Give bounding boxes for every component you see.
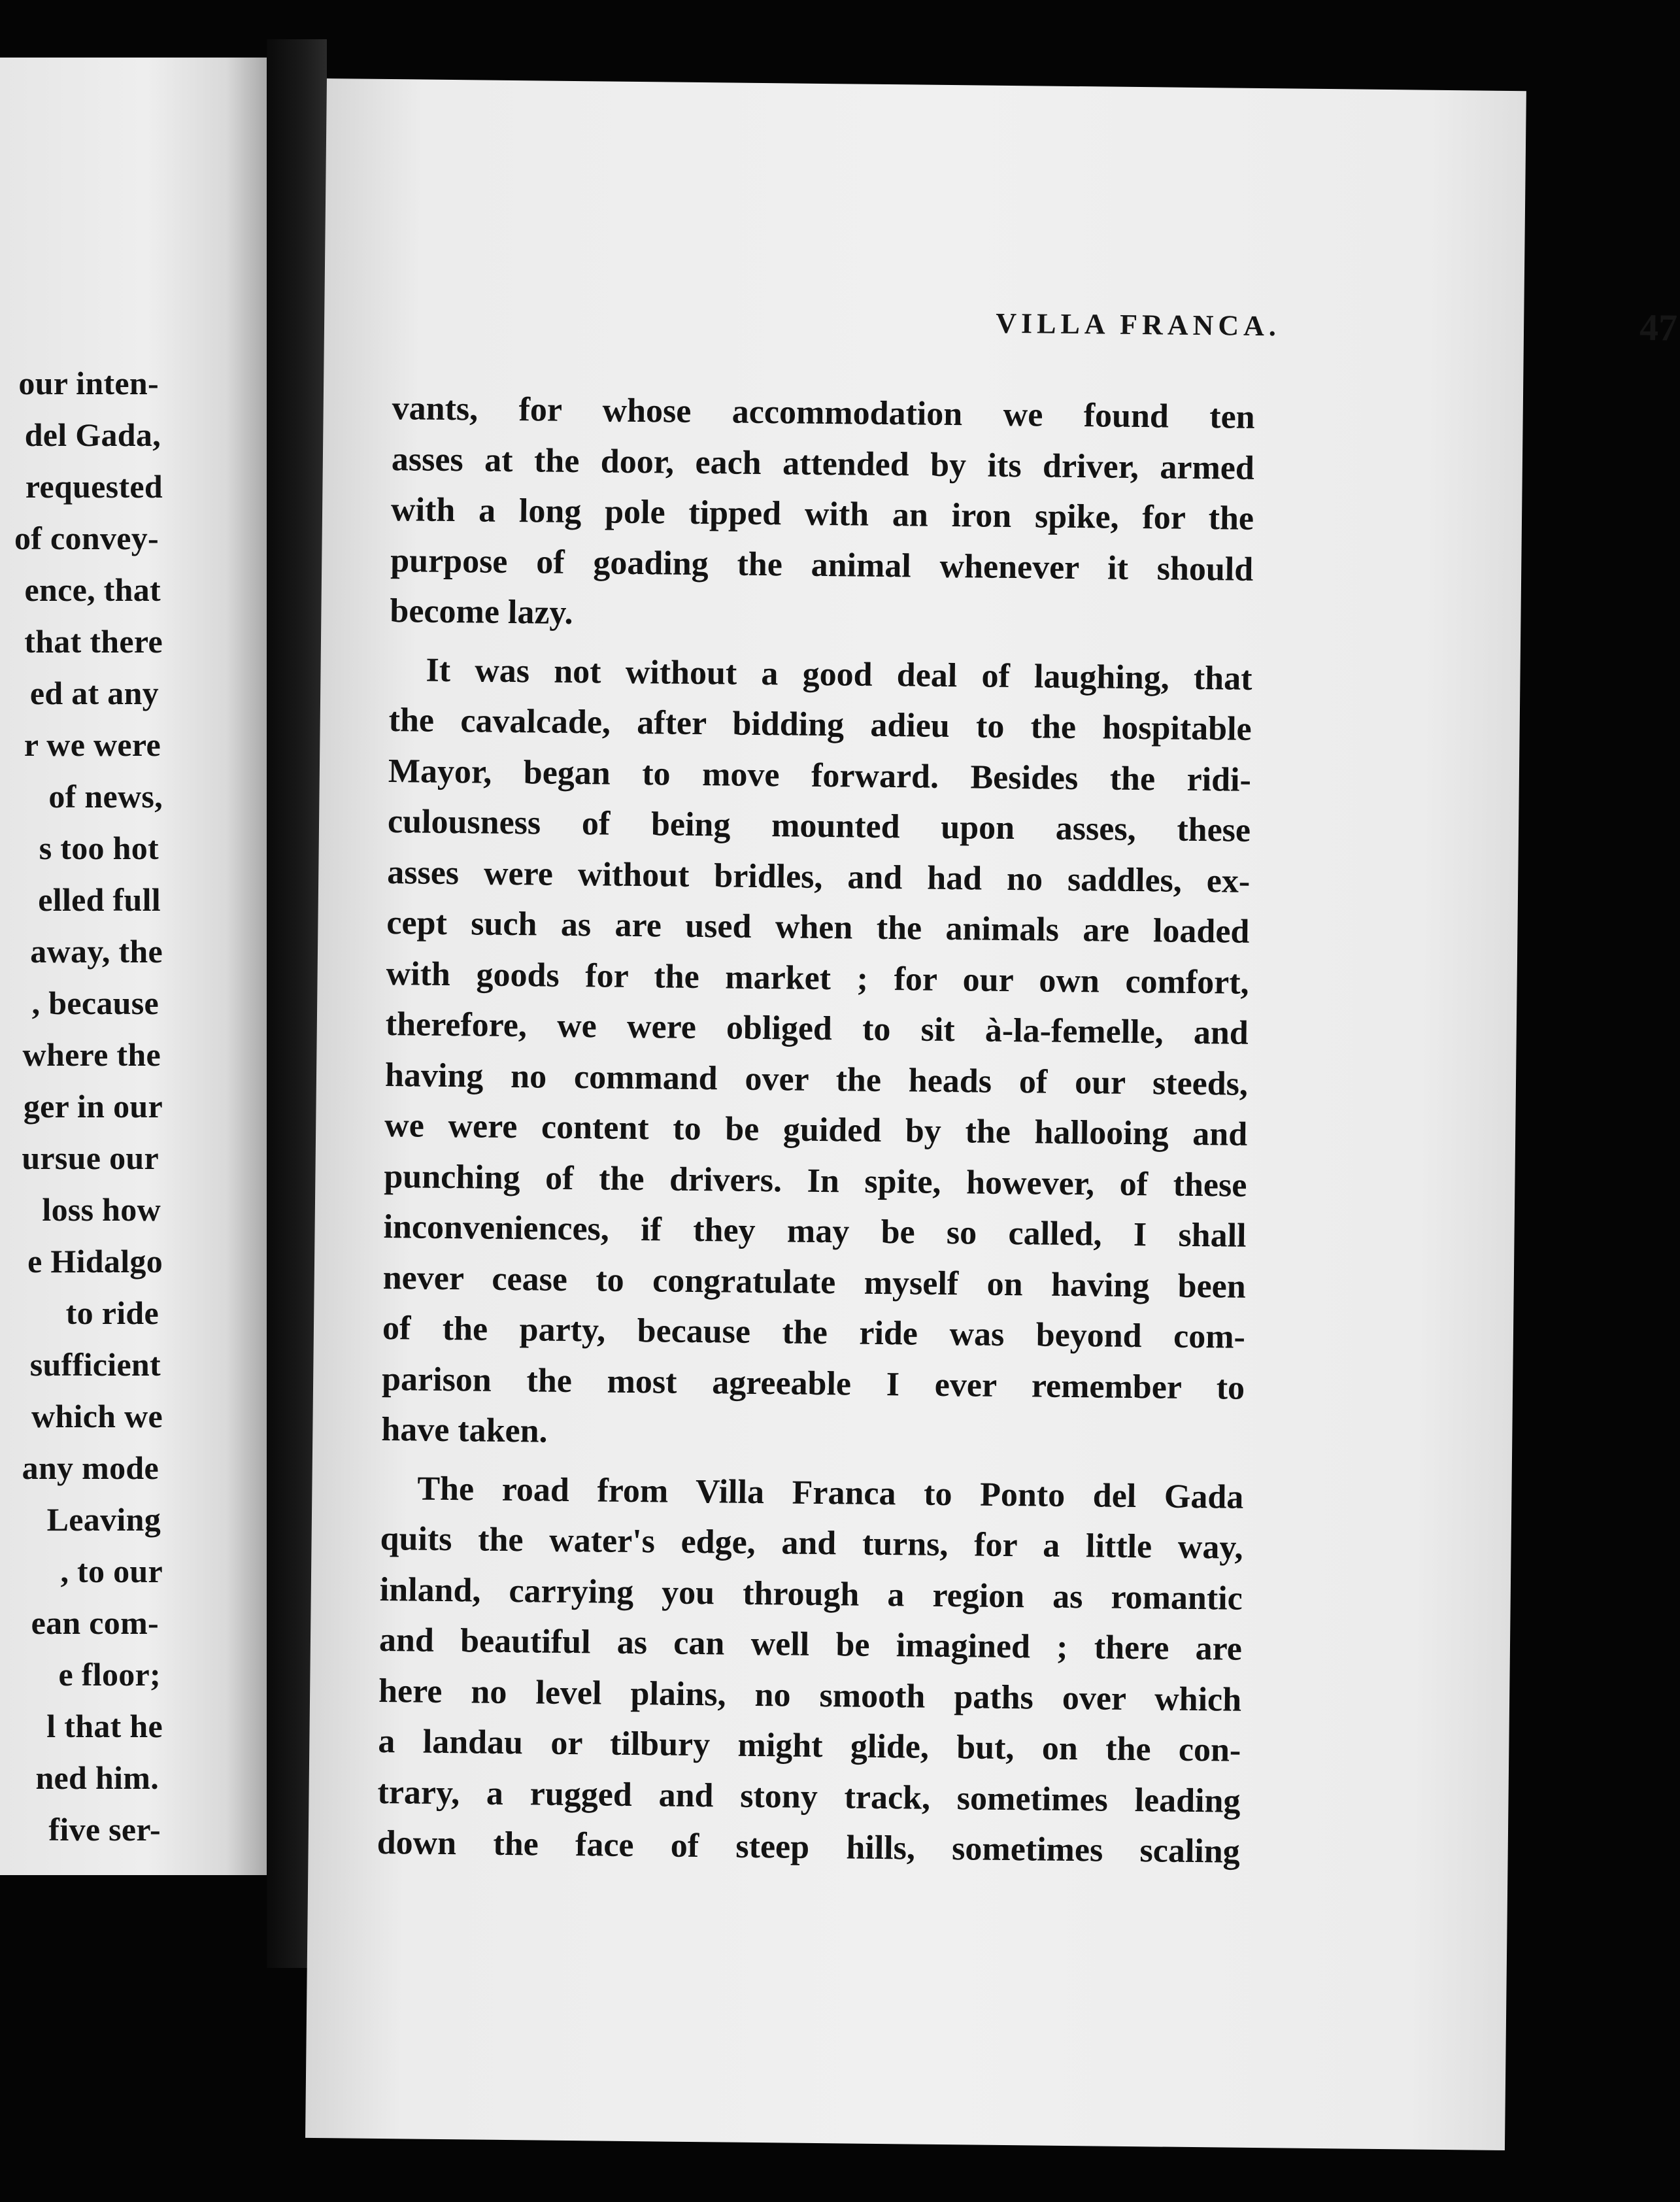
left-page-line: to ride — [65, 1295, 159, 1331]
left-page-line: Leaving — [46, 1501, 161, 1538]
left-page — [0, 58, 267, 1875]
paragraph — [377, 1463, 1243, 1877]
text-line: we were content to be guided by the hallooing and — [384, 1107, 1248, 1153]
left-page-line: sufficient — [29, 1346, 161, 1383]
left-page-line: e floor; — [58, 1656, 161, 1693]
text-line: become lazy. — [390, 592, 573, 632]
left-page-line: five ser- — [48, 1811, 161, 1848]
text-line: down the face of steep hills, sometimes scaling — [377, 1823, 1240, 1871]
text-line: here no level plains, no smooth paths over which — [378, 1672, 1242, 1719]
text-line: have taken. — [381, 1410, 548, 1450]
page-header — [691, 298, 1678, 349]
text-line: trary, a rugged and stony track, sometimes leading — [377, 1773, 1241, 1820]
left-page-line: l that he — [46, 1708, 163, 1744]
left-page-line: ursue our — [22, 1140, 159, 1176]
paragraph — [381, 645, 1252, 1465]
paragraph — [390, 383, 1255, 645]
text-line: and beautiful as can well be imagined ; there are — [378, 1621, 1243, 1668]
left-page-line: ean com- — [31, 1604, 159, 1641]
left-page-line: , to our — [60, 1553, 163, 1589]
page-number: 47 — [1639, 306, 1678, 349]
left-page-line: del Gada, — [24, 416, 161, 453]
left-page-line: requested — [25, 468, 163, 505]
left-page-line: , because — [31, 985, 159, 1021]
left-page-line: elled full — [38, 881, 161, 918]
text-line: a landau or tilbury might glide, but, on the con- — [378, 1722, 1241, 1769]
text-line: It was not without a good deal of laughing, that — [426, 651, 1252, 698]
left-page-line: r we were — [24, 726, 161, 763]
text-line: asses at the door, each attended by its driver, armed — [391, 440, 1255, 487]
left-page-line: which we — [31, 1398, 163, 1434]
text-line: of the party, because the ride was beyond com- — [382, 1309, 1246, 1356]
left-page-line: ed at any — [29, 675, 159, 711]
text-line: purpose of goading the animal whenever it should — [390, 541, 1254, 588]
left-page-line: that there — [24, 623, 163, 660]
text-line: culousness of being mounted upon asses, these — [387, 803, 1251, 849]
left-page-line: e Hidalgo — [27, 1243, 163, 1279]
left-page-line: ence, that — [24, 571, 161, 608]
text-line: with goods for the market ; for our own comfort, — [386, 955, 1249, 1002]
text-line: inconveniences, if they may be so called, I shall — [383, 1208, 1247, 1255]
text-line: punching of the drivers. In spite, however, of these — [384, 1157, 1247, 1204]
text-line: never cease to congratulate myself on having been — [382, 1259, 1247, 1306]
text-line: having no command over the heads of our steeds, — [384, 1056, 1249, 1103]
right-page — [305, 78, 1678, 2150]
text-line: cept such as are used when the animals are loaded — [386, 904, 1250, 951]
body-text — [377, 383, 1255, 1885]
text-line: Mayor, began to move forward. Besides the ridi- — [388, 752, 1252, 799]
running-head: VILLA FRANCA. — [996, 307, 1281, 343]
left-page-line: any mode — [22, 1449, 159, 1486]
text-line: The road from Villa Franca to Ponto del Gada — [417, 1470, 1244, 1516]
text-line: parison the most agreeable I ever remember to — [381, 1360, 1245, 1407]
text-line: inland, carrying you through a region as romantic — [379, 1570, 1243, 1618]
text-line: vants, for whose accommodation we found ten — [392, 390, 1255, 436]
left-page-line: our inten- — [18, 365, 159, 401]
text-line: asses were without bridles, and had no saddles, ex- — [386, 853, 1251, 900]
text-line: quits the water's edge, and turns, for a little way, — [380, 1519, 1243, 1567]
left-page-line: of news, — [48, 778, 163, 815]
left-page-line: ned him. — [35, 1759, 159, 1796]
left-page-line: ger in our — [23, 1088, 163, 1125]
text-line: therefore, we were obliged to sit à-la-femelle, and — [385, 1006, 1249, 1052]
left-page-line: where the — [22, 1036, 161, 1073]
left-page-line: away, the — [30, 933, 163, 970]
text-line: with a long pole tipped with an iron spike, for the — [390, 491, 1254, 537]
left-page-line: s too hot — [39, 830, 159, 866]
text-line: the cavalcade, after bidding adieu to the hospitable — [388, 702, 1252, 748]
left-page-line: of convey- — [14, 520, 159, 556]
left-page-line: loss how — [42, 1191, 161, 1228]
